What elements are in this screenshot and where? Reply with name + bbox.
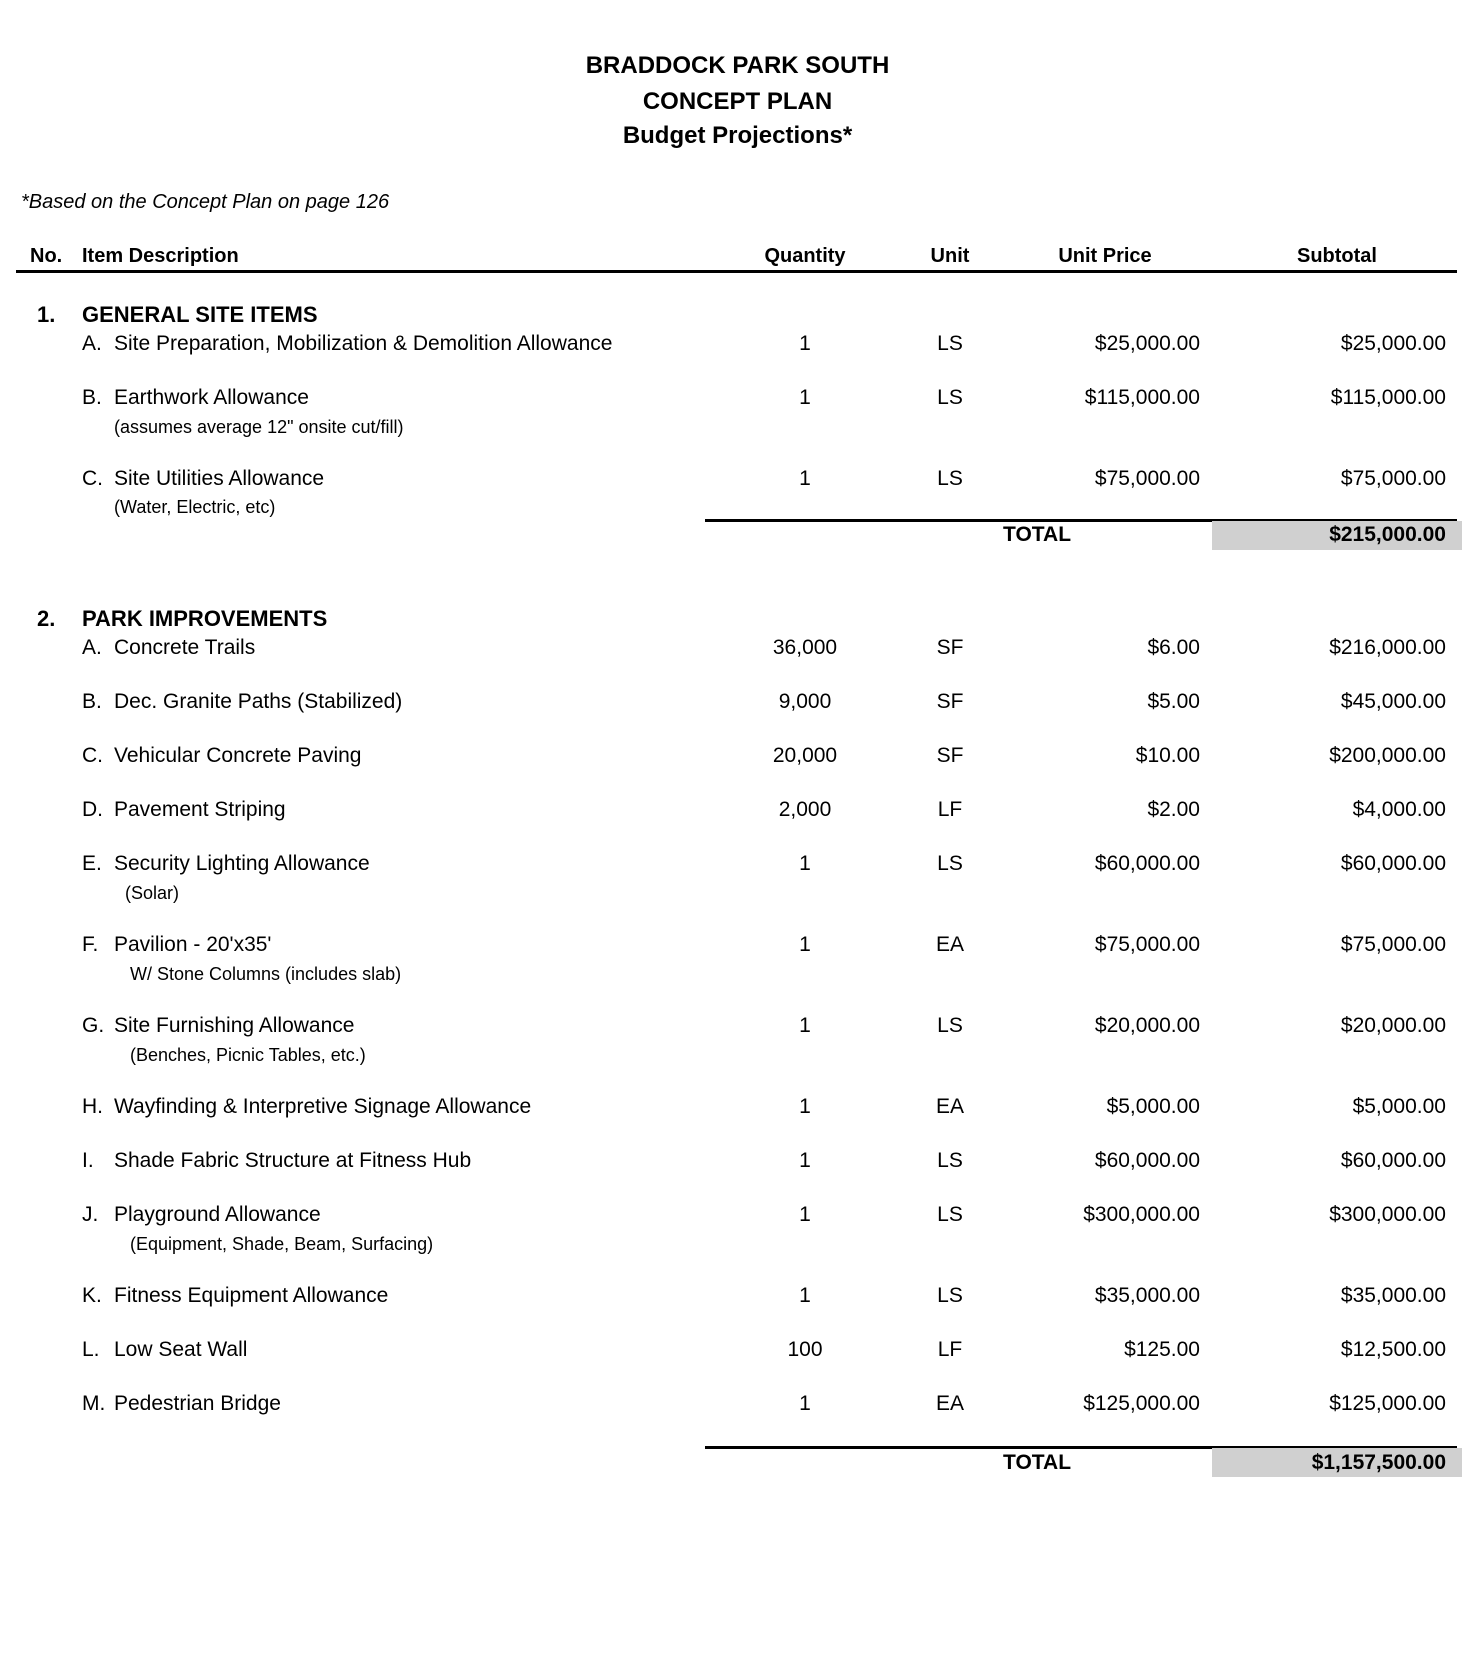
item-note: (Solar) bbox=[125, 883, 180, 903]
item-letter: F. bbox=[82, 933, 99, 956]
col-header-unit: Unit bbox=[930, 245, 970, 267]
col-header-subtotal: Subtotal bbox=[1297, 245, 1377, 267]
item-unit-price: $60,000.00 bbox=[1094, 852, 1200, 875]
item-quantity: 1 bbox=[799, 933, 811, 956]
item-subtotal: $4,000.00 bbox=[1352, 798, 1446, 821]
item-quantity: 100 bbox=[787, 1338, 823, 1361]
item-unit: LS bbox=[937, 1284, 963, 1307]
item-description: Site Preparation, Mobilization & Demolition Allowance bbox=[114, 332, 613, 355]
table-row bbox=[0, 1284, 1475, 1314]
item-description: Wayfinding & Interpretive Signage Allowance bbox=[114, 1095, 532, 1118]
item-subtotal: $115,000.00 bbox=[1330, 386, 1446, 409]
item-description: Pedestrian Bridge bbox=[114, 1392, 281, 1415]
table-row bbox=[0, 1392, 1475, 1422]
item-description: Site Utilities Allowance bbox=[114, 467, 325, 490]
item-quantity: 1 bbox=[799, 1203, 811, 1226]
item-unit-price: $60,000.00 bbox=[1094, 1149, 1200, 1172]
table-row bbox=[0, 332, 1475, 362]
item-description: Dec. Granite Paths (Stabilized) bbox=[114, 690, 403, 713]
item-unit: LS bbox=[937, 852, 963, 875]
item-quantity: 1 bbox=[799, 852, 811, 875]
item-description: Fitness Equipment Allowance bbox=[114, 1284, 389, 1307]
table-row bbox=[0, 1095, 1475, 1125]
item-note: (Water, Electric, etc) bbox=[114, 497, 276, 517]
page-subtitle-2: Budget Projections* bbox=[622, 122, 853, 149]
item-unit-price: $75,000.00 bbox=[1094, 467, 1200, 490]
item-note: (Benches, Picnic Tables, etc.) bbox=[130, 1045, 366, 1065]
item-quantity: 1 bbox=[799, 1014, 811, 1037]
col-header-unit-price: Unit Price bbox=[1058, 245, 1152, 267]
section-title: GENERAL SITE ITEMS bbox=[82, 302, 318, 327]
item-letter: A. bbox=[82, 636, 102, 659]
total-label: TOTAL bbox=[1003, 523, 1072, 546]
item-description: Pavilion - 20'x35' bbox=[114, 933, 272, 956]
item-unit-price: $10.00 bbox=[1135, 744, 1200, 767]
item-unit-price: $115,000.00 bbox=[1084, 386, 1200, 409]
item-note: (assumes average 12" onsite cut/fill) bbox=[114, 417, 404, 437]
item-letter: K. bbox=[82, 1284, 102, 1307]
table-row bbox=[0, 852, 1475, 882]
section-title: PARK IMPROVEMENTS bbox=[82, 606, 328, 631]
item-letter: D. bbox=[82, 798, 103, 821]
item-subtotal: $20,000.00 bbox=[1340, 1014, 1446, 1037]
item-description: Site Furnishing Allowance bbox=[114, 1014, 355, 1037]
item-unit: LS bbox=[937, 1203, 963, 1226]
item-subtotal: $60,000.00 bbox=[1340, 852, 1446, 875]
footnote: *Based on the Concept Plan on page 126 bbox=[21, 191, 390, 213]
item-letter: C. bbox=[82, 467, 103, 490]
item-unit: LF bbox=[937, 1338, 963, 1361]
table-row bbox=[0, 386, 1475, 416]
item-subtotal: $300,000.00 bbox=[1329, 1203, 1446, 1226]
table-row bbox=[0, 798, 1475, 828]
item-quantity: 1 bbox=[799, 1284, 811, 1307]
section-total: $215,000.00 bbox=[1329, 523, 1446, 546]
page-title: BRADDOCK PARK SOUTH bbox=[585, 52, 890, 79]
table-row bbox=[0, 1014, 1475, 1044]
item-unit: SF bbox=[936, 636, 964, 659]
table-row bbox=[0, 1149, 1475, 1179]
section-total: $1,157,500.00 bbox=[1311, 1451, 1446, 1474]
item-unit-price: $35,000.00 bbox=[1094, 1284, 1200, 1307]
item-description: Low Seat Wall bbox=[114, 1338, 248, 1361]
item-unit: SF bbox=[936, 690, 964, 713]
item-unit-price: $300,000.00 bbox=[1083, 1203, 1200, 1226]
item-subtotal: $5,000.00 bbox=[1352, 1095, 1446, 1118]
item-letter: L. bbox=[82, 1338, 100, 1361]
item-unit: LS bbox=[937, 386, 963, 409]
table-row bbox=[0, 467, 1475, 497]
item-unit: EA bbox=[935, 1392, 964, 1415]
item-letter: B. bbox=[82, 386, 102, 409]
table-row bbox=[0, 933, 1475, 963]
col-header-no: No. bbox=[30, 245, 63, 267]
item-unit: EA bbox=[935, 933, 964, 956]
item-quantity: 1 bbox=[799, 386, 811, 409]
item-quantity: 1 bbox=[799, 1095, 811, 1118]
item-quantity: 20,000 bbox=[772, 744, 838, 767]
item-letter: B. bbox=[82, 690, 102, 713]
item-description: Concrete Trails bbox=[114, 636, 256, 659]
item-description: Security Lighting Allowance bbox=[114, 852, 370, 875]
item-unit-price: $125.00 bbox=[1124, 1338, 1200, 1361]
item-subtotal: $200,000.00 bbox=[1329, 744, 1446, 767]
page-subtitle: CONCEPT PLAN bbox=[642, 88, 833, 115]
item-letter: E. bbox=[82, 852, 102, 875]
col-header-description: Item Description bbox=[82, 245, 239, 267]
item-unit-price: $2.00 bbox=[1147, 798, 1200, 821]
item-unit-price: $5,000.00 bbox=[1106, 1095, 1200, 1118]
item-unit: SF bbox=[936, 744, 964, 767]
item-letter: A. bbox=[82, 332, 102, 355]
item-note: W/ Stone Columns (includes slab) bbox=[130, 964, 402, 984]
item-unit: LF bbox=[937, 798, 963, 821]
item-unit-price: $25,000.00 bbox=[1094, 332, 1200, 355]
item-letter: J. bbox=[82, 1203, 99, 1226]
header-divider bbox=[16, 270, 1457, 273]
item-note: (Equipment, Shade, Beam, Surfacing) bbox=[130, 1234, 434, 1254]
item-unit-price: $125,000.00 bbox=[1083, 1392, 1200, 1415]
item-subtotal: $12,500.00 bbox=[1340, 1338, 1446, 1361]
table-row bbox=[0, 1338, 1475, 1368]
item-subtotal: $60,000.00 bbox=[1340, 1149, 1446, 1172]
item-unit-price: $5.00 bbox=[1147, 690, 1200, 713]
item-unit: LS bbox=[937, 332, 963, 355]
item-letter: G. bbox=[82, 1014, 105, 1037]
item-subtotal: $75,000.00 bbox=[1340, 467, 1446, 490]
item-quantity: 1 bbox=[799, 467, 811, 490]
item-description: Vehicular Concrete Paving bbox=[114, 744, 362, 767]
item-subtotal: $45,000.00 bbox=[1340, 690, 1446, 713]
item-letter: I. bbox=[82, 1149, 94, 1172]
item-subtotal: $216,000.00 bbox=[1329, 636, 1446, 659]
item-description: Shade Fabric Structure at Fitness Hub bbox=[114, 1149, 472, 1172]
col-header-quantity: Quantity bbox=[764, 245, 846, 267]
item-description: Playground Allowance bbox=[114, 1203, 321, 1226]
item-description: Pavement Striping bbox=[114, 798, 286, 821]
item-quantity: 1 bbox=[799, 1149, 811, 1172]
item-letter: H. bbox=[82, 1095, 103, 1118]
section-number: 2. bbox=[37, 606, 56, 631]
item-quantity: 2,000 bbox=[778, 798, 832, 821]
item-description: Earthwork Allowance bbox=[114, 386, 309, 409]
table-row bbox=[0, 690, 1475, 720]
item-letter: C. bbox=[82, 744, 103, 767]
section-number: 1. bbox=[37, 302, 56, 327]
item-subtotal: $35,000.00 bbox=[1340, 1284, 1446, 1307]
item-letter: M. bbox=[82, 1392, 106, 1415]
item-unit: LS bbox=[937, 1014, 963, 1037]
total-label: TOTAL bbox=[1003, 1451, 1072, 1474]
item-subtotal: $75,000.00 bbox=[1340, 933, 1446, 956]
item-subtotal: $125,000.00 bbox=[1329, 1392, 1446, 1415]
table-row bbox=[0, 744, 1475, 774]
item-unit-price: $20,000.00 bbox=[1094, 1014, 1200, 1037]
item-unit: LS bbox=[937, 1149, 963, 1172]
item-quantity: 1 bbox=[799, 332, 811, 355]
item-quantity: 36,000 bbox=[772, 636, 838, 659]
table-row bbox=[0, 636, 1475, 666]
item-quantity: 9,000 bbox=[778, 690, 832, 713]
item-unit-price: $6.00 bbox=[1147, 636, 1200, 659]
item-subtotal: $25,000.00 bbox=[1340, 332, 1446, 355]
item-unit: EA bbox=[935, 1095, 964, 1118]
table-row bbox=[0, 1203, 1475, 1233]
item-quantity: 1 bbox=[799, 1392, 811, 1415]
item-unit-price: $75,000.00 bbox=[1094, 933, 1200, 956]
item-unit: LS bbox=[937, 467, 963, 490]
